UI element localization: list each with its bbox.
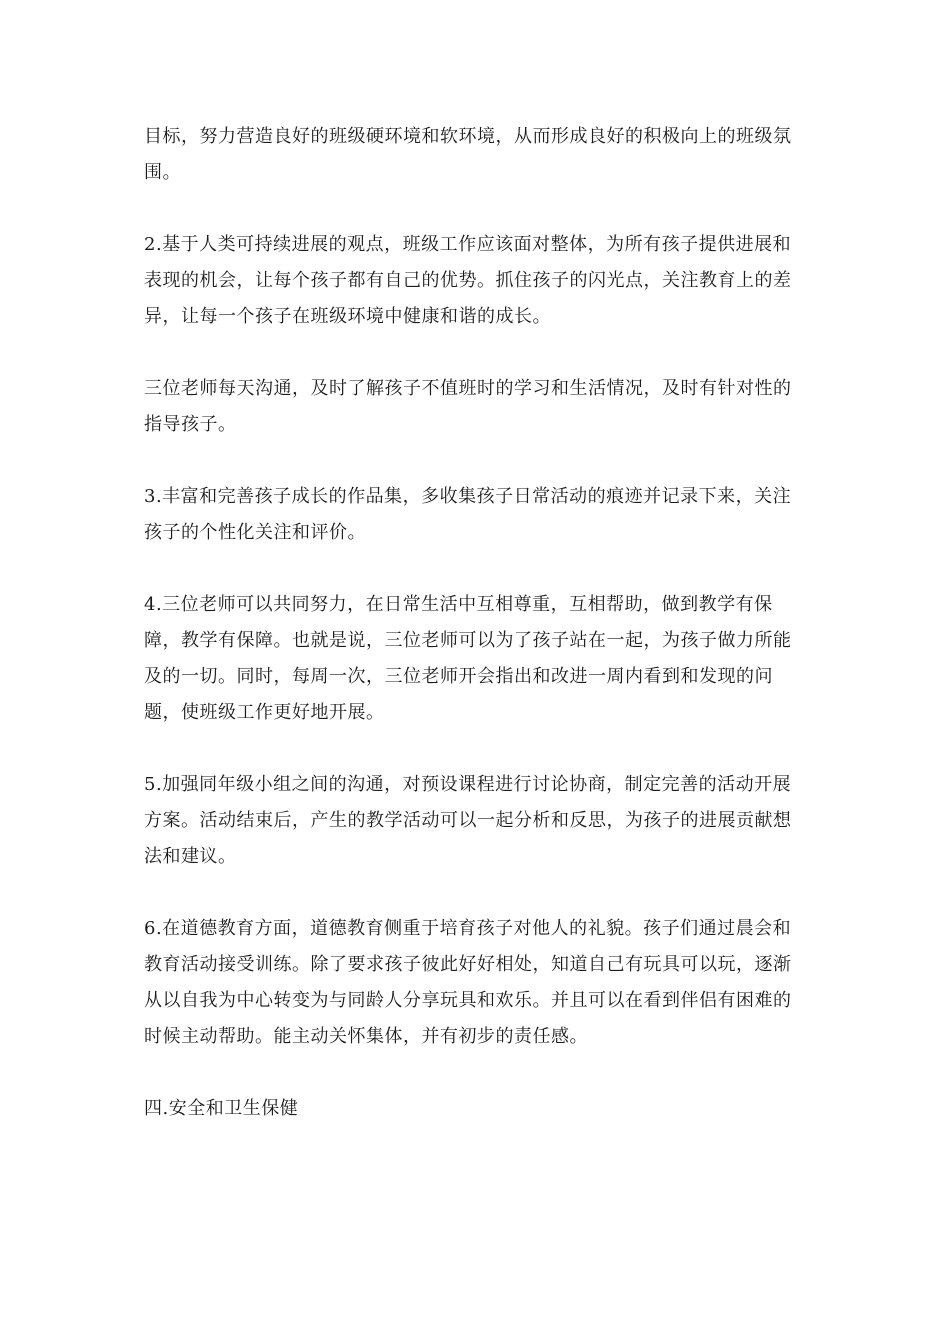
paragraph-item-5: 5.加强同年级小组之间的沟通，对预设课程进行讨论协商，制定完善的活动开展方案。活动结束后，产生的教学活动可以一起分析和反思，为孩子的进展贡献想法和建议。 (144, 774, 792, 867)
paragraph-teacher-communication: 三位老师每天沟通，及时了解孩子不值班时的学习和生活情况，及时有针对性的指导孩子。 (144, 378, 792, 435)
paragraph-continuation: 目标，努力营造良好的班级硬环境和软环境，从而形成良好的积极向上的班级氛围。 (144, 126, 792, 183)
document-body (144, 119, 806, 1127)
section-heading-safety-health: 四.安全和卫生保健 (144, 1098, 299, 1119)
paragraph-item-6: 6.在道德教育方面，道德教育侧重于培育孩子对他人的礼貌。孩子们通过晨会和教育活动接受训练。除了要求孩子彼此好好相处，知道自己有玩具可以玩，逐渐从以自我为中心转变为与同龄人分享玩具和欢乐。并且可以在看到伴侣有困难的时候主动帮助。能主动关怀集体，并有初步的责任感。 (144, 918, 792, 1047)
paragraph-item-4: 4.三位老师可以共同努力，在日常生活中互相尊重，互相帮助，做到教学有保障，教学有保障。也就是说，三位老师可以为了孩子站在一起，为孩子做力所能及的一切。同时，每周一次，三位老师开会指出和改进一周内看到和发现的问题，使班级工作更好地开展。 (144, 594, 792, 723)
paragraph-item-3: 3.丰富和完善孩子成长的作品集，多收集孩子日常活动的痕迹并记录下来，关注孩子的个性化关注和评价。 (144, 486, 792, 543)
paragraph-item-2: 2.基于人类可持续进展的观点，班级工作应该面对整体，为所有孩子提供进展和表现的机会，让每个孩子都有自己的优势。抓住孩子的闪光点，关注教育上的差异，让每一个孩子在班级环境中健康和谐的成长。 (144, 234, 792, 327)
